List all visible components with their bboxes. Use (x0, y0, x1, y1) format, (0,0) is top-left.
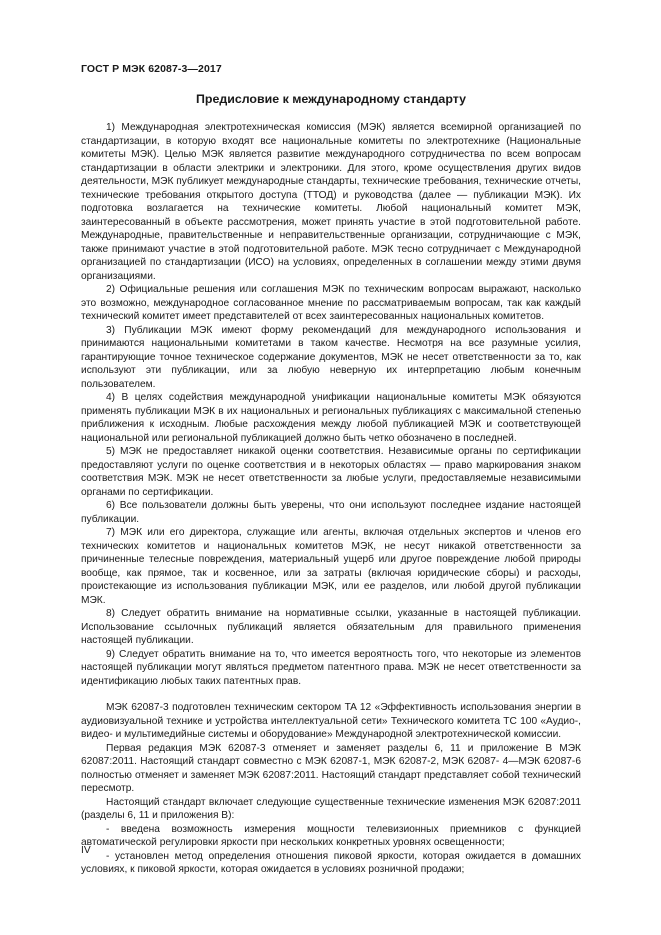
paragraph-3: 3) Публикации МЭК имеют форму рекомендаций для международного использования и принимаются национальными комитетами в таком качестве. Несмотря на все разумные усилия, гарантирующие точное техническое содержание документов, МЭК не несет ответственности за то, как используют эти публикации, или за любую неверную их интерпретацию любым конечным пользователем. (81, 324, 581, 390)
paragraph-9: 9) Следует обратить внимание на то, что имеется вероятность того, что некоторые из элементов настоящей публикации могут являться предметом патентного права. МЭК не несет ответственности за идентификацию любых таких патентных прав. (81, 648, 581, 687)
paragraph-6: 6) Все пользователи должны быть уверены, что они используют последнее издание настоящей публикации. (81, 500, 581, 525)
changes-intro: Настоящий стандарт включает следующие существенные технические изменения МЭК 62087:2011 (разделы 6, 11 и приложения В): (81, 796, 581, 821)
paragraph-2: 2) Официальные решения или соглашения МЭК по техническим вопросам выражают, насколько это возможно, международное согласованное мнение по рассматриваемым вопросам, так как каждый технический комитет имеет представителей от всех заинтересованных национальных комитетов. (81, 284, 581, 322)
prepared-by-note: МЭК 62087-3 подготовлен техническим сектором TA 12 «Эффективность использования энергии в аудиовизуальной технике и устройства интеллектуальной сети» Технического комитета ТС 100 «Аудио-, видео- и мультимедийные системы и оборудование» Международной электротехнической комиссии. (81, 702, 581, 740)
document-header: ГОСТ Р МЭК 62087-3—2017 (81, 63, 222, 75)
change-item-1: - введена возможность измерения мощности телевизионных приемников с функцией автоматической регулировки яркости при нескольких конкретных уровнях освещенности; (81, 823, 581, 848)
section-title: Предисловие к международному стандарту (195, 92, 467, 106)
paragraph-1: 1) Международная электротехническая комиссия (МЭК) является всемирной организацией по стандартизации, в которую входят все национальные комитеты по электротехнике (Национальные комитеты МЭК). Целью МЭК является развитие международного сотрудничества по всем вопросам стандартизации в области электрики и электроники. Для этого, кроме осуществления других видов деятельности, МЭК публикует международные стандарты, технические требования, технические отчеты, технические требования открытого доступа (ТТОД) и руководства (далее — публикации МЭК). Их подготовка возлагается на технические комитеты. Любой национальный комитет МЭК, заинтересованный в объекте рассмотрения, может принять участие в этой подготовительной работе. Международные, правительственные и неправительственные организации, сотрудничающие с МЭК, также принимают участие в этой подготовительной работе. МЭК тесно сотрудничает с Международной организацией по стандартизации (ИСО) на условиях, определенных в соглашении между этими двумя организациями. (81, 122, 581, 282)
paragraph-5: 5) МЭК не предоставляет никакой оценки соответствия. Независимые органы по сертификации предоставляют услуги по оценке соответствия и в некоторых областях — право маркирования знаком соответствия МЭК. МЭК не несет ответственности за любые услуги, предоставляемые независимыми органами по сертификации. (81, 446, 581, 498)
paragraph-8: 8) Следует обратить внимание на нормативные ссылки, указанные в настоящей публикации. Использование ссылочных публикаций является обязательным для правильного применения настоящей публикации. (81, 608, 581, 646)
document-body (81, 121, 581, 877)
edition-note: Первая редакция МЭК 62087-3 отменяет и заменяет разделы 6, 11 и приложение В МЭК 62087:2011. Настоящий стандарт совместно с МЭК 62087-1, МЭК 62087-2, МЭК 62087- 4—МЭК 62087-6 полностью отменяет и заменяет МЭК 62087:2011. Настоящий стандарт представляет собой технический пересмотр. (81, 742, 581, 794)
change-item-2: - установлен метод определения отношения пиковой яркости, которая ожидается в домашних условиях, к пиковой яркости, которая ожидается в условиях розничной продажи; (81, 850, 581, 875)
page-number: IV (81, 845, 91, 856)
paragraph-4: 4) В целях содействия международной унификации национальные комитеты МЭК обязуются применять публикации МЭК в их национальных и региональных публикациях с максимальной степенью приближения к исходным. Любые расхождения между любой публикацией МЭК и соответствующей национальной или региональной публикацией должно быть четко обозначено в последней. (81, 392, 581, 444)
paragraph-7: 7) МЭК или его директора, служащие или агенты, включая отдельных экспертов и членов его технических комитетов и национальных комитетов МЭК, не несут никакой ответственности за причиненные телесные повреждения, материальный ущерб или другое повреждение любой природы вообще, как прямое, так и косвенное, или за затраты (включая юридические сборы) и расходы, проистекающие из использования публикации МЭК, или ее разделов, или любой другой публикации МЭК. (81, 527, 581, 606)
